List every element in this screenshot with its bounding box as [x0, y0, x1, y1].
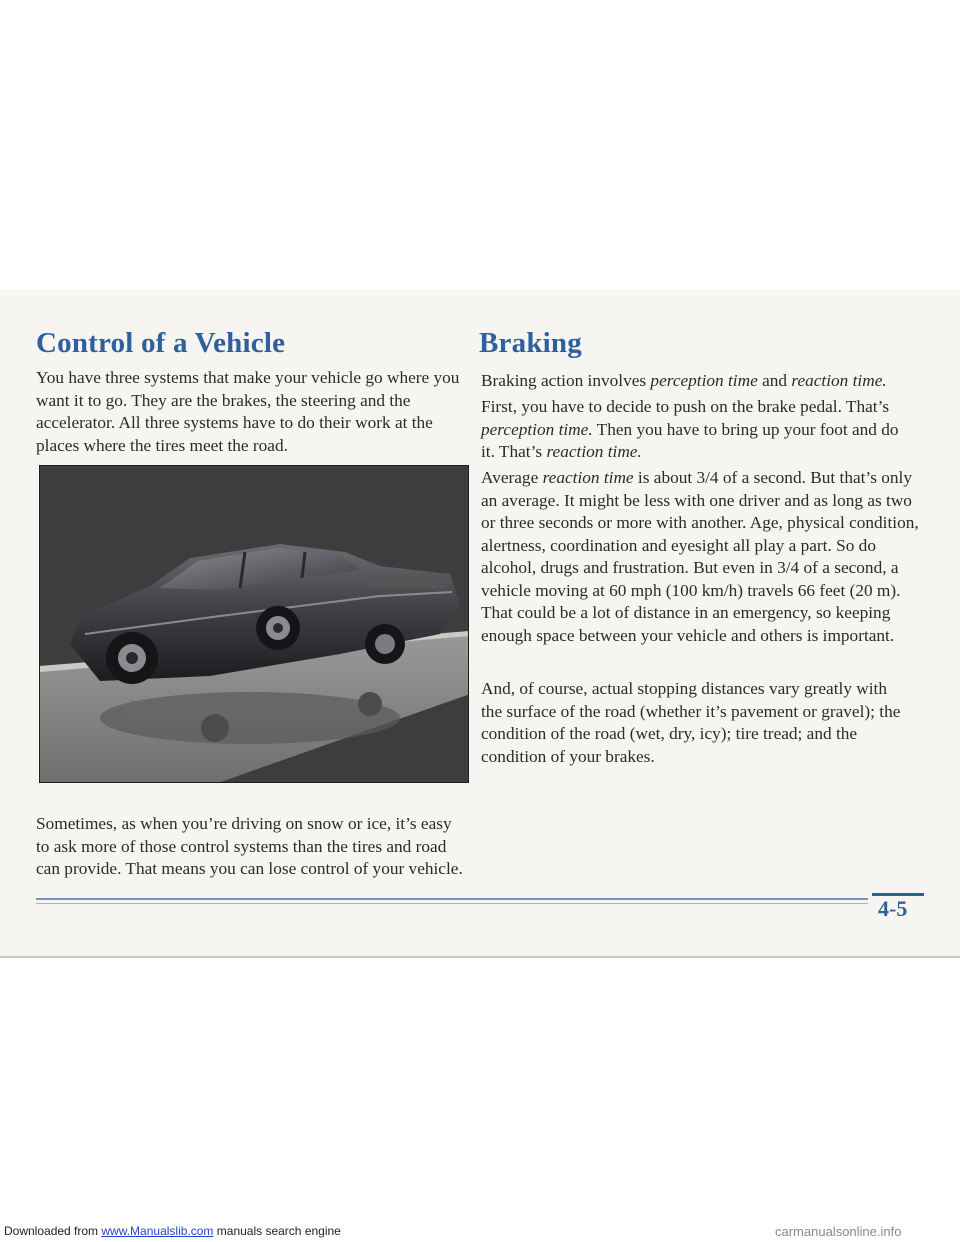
section-title-control: Control of a Vehicle: [36, 327, 286, 359]
page-edge-line: [0, 956, 960, 958]
footer-rule-thin: [36, 903, 868, 904]
control-paragraph-1: You have three systems that make your vehicle go where you want it to go. They are the brakes, the steering and the accelerator. All three systems have to do their work at the places where the tires meet the road.: [36, 368, 460, 455]
braking-paragraph-3: Average reaction time is about 3/4 of a second. But that’s only an average. It might be less with one driver and as long as two or three seconds or more with another. Age, physical condition, alertness, coordination and eyesight all play a part. So do alcohol, drugs and frustration. But even in 3/4 of a second, a vehicle moving at 60 mph (100 km/h) travels 66 feet (20 m). That could be a lot of distance in an emergency, so keeping enough space between your vehicle and others is important.: [481, 468, 919, 645]
section-title-braking: Braking: [479, 327, 582, 359]
vehicle-on-platform-image: [39, 465, 469, 783]
braking-paragraph-1: Braking action involves perception time and reaction time.: [481, 371, 887, 390]
footer-rule: [36, 898, 868, 900]
manualslib-link[interactable]: www.Manualslib.com: [101, 1224, 214, 1238]
page-number: 4-5: [878, 896, 908, 921]
braking-paragraph-2: First, you have to decide to push on the brake pedal. That’s perception time. Then you have to bring up your foot and do it. That’s reaction time.: [481, 397, 899, 461]
braking-paragraph-4: And, of course, actual stopping distances vary greatly with the surface of the road (whether it’s pavement or gravel); the condition of the road (wet, dry, icy); tire tread; and the condition of your brakes.: [481, 679, 901, 766]
control-paragraph-2: Sometimes, as when you’re driving on snow or ice, it’s easy to ask more of those control systems than the tires and road can provide. That means you can lose control of your vehicle.: [36, 814, 463, 878]
download-watermark: Downloaded from www.Manualslib.com manuals search engine: [4, 1224, 341, 1238]
site-watermark: carmanualsonline.info: [775, 1224, 902, 1239]
